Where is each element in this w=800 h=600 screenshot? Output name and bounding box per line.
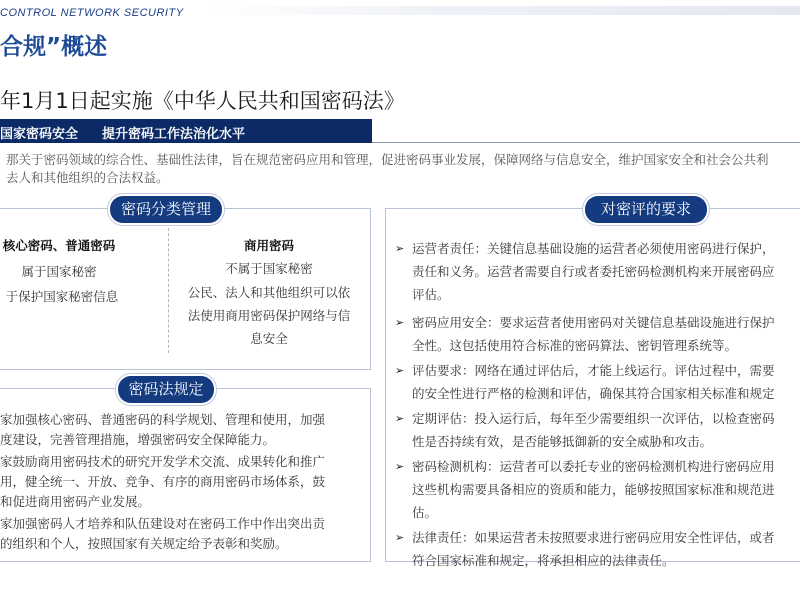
- requirements-list: [395, 237, 800, 572]
- law-line-4: 用，健全统一、开放、竞争、有序的商用密码市场体系，鼓: [0, 474, 326, 489]
- requirement-item: [395, 311, 800, 357]
- page-title: 合规”概述: [0, 34, 108, 60]
- requirement-line: 评估。: [412, 287, 450, 302]
- requirement-line: 估。: [412, 505, 438, 520]
- law-line-7: 的组织和个人，按照国家有关规定给予表彰和奖励。: [0, 536, 288, 551]
- header-tagline: CONTROL NETWORK SECURITY: [0, 7, 184, 19]
- requirement-line: 定期评估：投入运行后，每年至少需要组织一次评估，以检查密码: [412, 411, 775, 426]
- law-line-3: 家鼓励商用密码技术的研究开发学术交流、成果转化和推广: [0, 454, 326, 469]
- banner-item-1: 国家密码安全: [0, 127, 79, 142]
- requirement-item: [395, 455, 800, 524]
- requirement-line: 评估要求：网络在通过评估后，才能上线运行。评估过程中，需要: [412, 363, 775, 378]
- arrow-bullet-icon: ➢: [395, 460, 405, 473]
- page-subtitle: 年1月1日起实施《中华人民共和国密码法》: [0, 89, 405, 113]
- core-password-line-1: 属于国家秘密: [21, 264, 97, 279]
- requirement-line: 密码应用安全：要求运营者使用密码对关键信息基础设施进行保护: [412, 315, 775, 330]
- header-decoration-bar: [205, 6, 800, 15]
- banner-item-2: 提升密码工作法治化水平: [102, 127, 246, 142]
- requirement-line: 法律责任：如果运营者未按照要求进行密码应用安全性评估，或者: [412, 530, 775, 545]
- arrow-bullet-icon: ➢: [395, 316, 405, 329]
- commercial-password-line-4: 息安全: [250, 331, 288, 346]
- core-password-line-2: 于保护国家秘密信息: [5, 289, 119, 304]
- requirement-line: 性是否持续有效，是否能够抵御新的安全威胁和攻击。: [412, 434, 713, 449]
- arrow-bullet-icon: ➢: [395, 242, 405, 255]
- law-line-1: 家加强核心密码、普通密码的科学规划、管理和使用，加强: [0, 412, 326, 427]
- arrow-bullet-icon: ➢: [395, 364, 405, 377]
- commercial-password-title: 商用密码: [243, 238, 294, 253]
- intro-line-2: 去人和其他组织的合法权益。: [6, 170, 169, 185]
- commercial-password-line-2: 公民、法人和其他组织可以依: [187, 285, 351, 300]
- intro-paragraph: [0, 151, 800, 187]
- commercial-password-line-1: 不属于国家秘密: [225, 261, 313, 276]
- requirement-item: [395, 359, 800, 405]
- law-line-6: 家加强密码人才培养和队伍建设对在密码工作中作出突出贡: [0, 516, 326, 531]
- arrow-bullet-icon: ➢: [395, 412, 405, 425]
- arrow-bullet-icon: ➢: [395, 531, 405, 544]
- core-password-title: 核心密码、普通密码: [2, 238, 116, 253]
- classification-divider: [168, 228, 170, 353]
- page-header: [0, 0, 800, 26]
- intro-line-1: 那关于密码领域的综合性、基础性法律，旨在规范密码应用和管理，促进密码事业发展，保障网络与信息安全，维护国家安全和社会公共利: [6, 152, 769, 167]
- requirement-line: 全性。这包括使用符合标准的密码算法、密钥管理系统等。: [412, 338, 738, 353]
- classification-pill: 密码分类管理: [110, 196, 222, 223]
- highlight-banner: [0, 119, 372, 143]
- requirement-item: [395, 407, 800, 453]
- banner-divider: [372, 142, 800, 143]
- requirements-pill: 对密评的要求: [585, 196, 707, 223]
- commercial-password-line-3: 法使用商用密码保护网络与信: [187, 308, 351, 323]
- requirement-line: 运营者责任：关键信息基础设施的运营者必须使用密码进行保护，: [412, 241, 775, 256]
- requirement-line: 这些机构需要具备相应的资质和能力，能够按照国家标准和规范进: [412, 482, 775, 497]
- law-pill: 密码法规定: [118, 376, 214, 403]
- law-line-2: 度建设，完善管理措施，增强密码安全保障能力。: [0, 432, 276, 447]
- requirement-item: [395, 237, 800, 306]
- requirement-line: 符合国家标准和规定，将承担相应的法律责任。: [412, 553, 675, 568]
- requirement-line: 的安全性进行严格的检测和评估，确保其符合国家相关标准和规定: [412, 386, 775, 401]
- law-line-5: 和促进商用密码产业发展。: [0, 494, 151, 509]
- requirement-item: [395, 526, 800, 572]
- requirement-line: 密码检测机构：运营者可以委托专业的密码检测机构进行密码应用: [412, 459, 775, 474]
- requirement-line: 责任和义务。运营者需要自行或者委托密码检测机构来开展密码应: [412, 264, 775, 279]
